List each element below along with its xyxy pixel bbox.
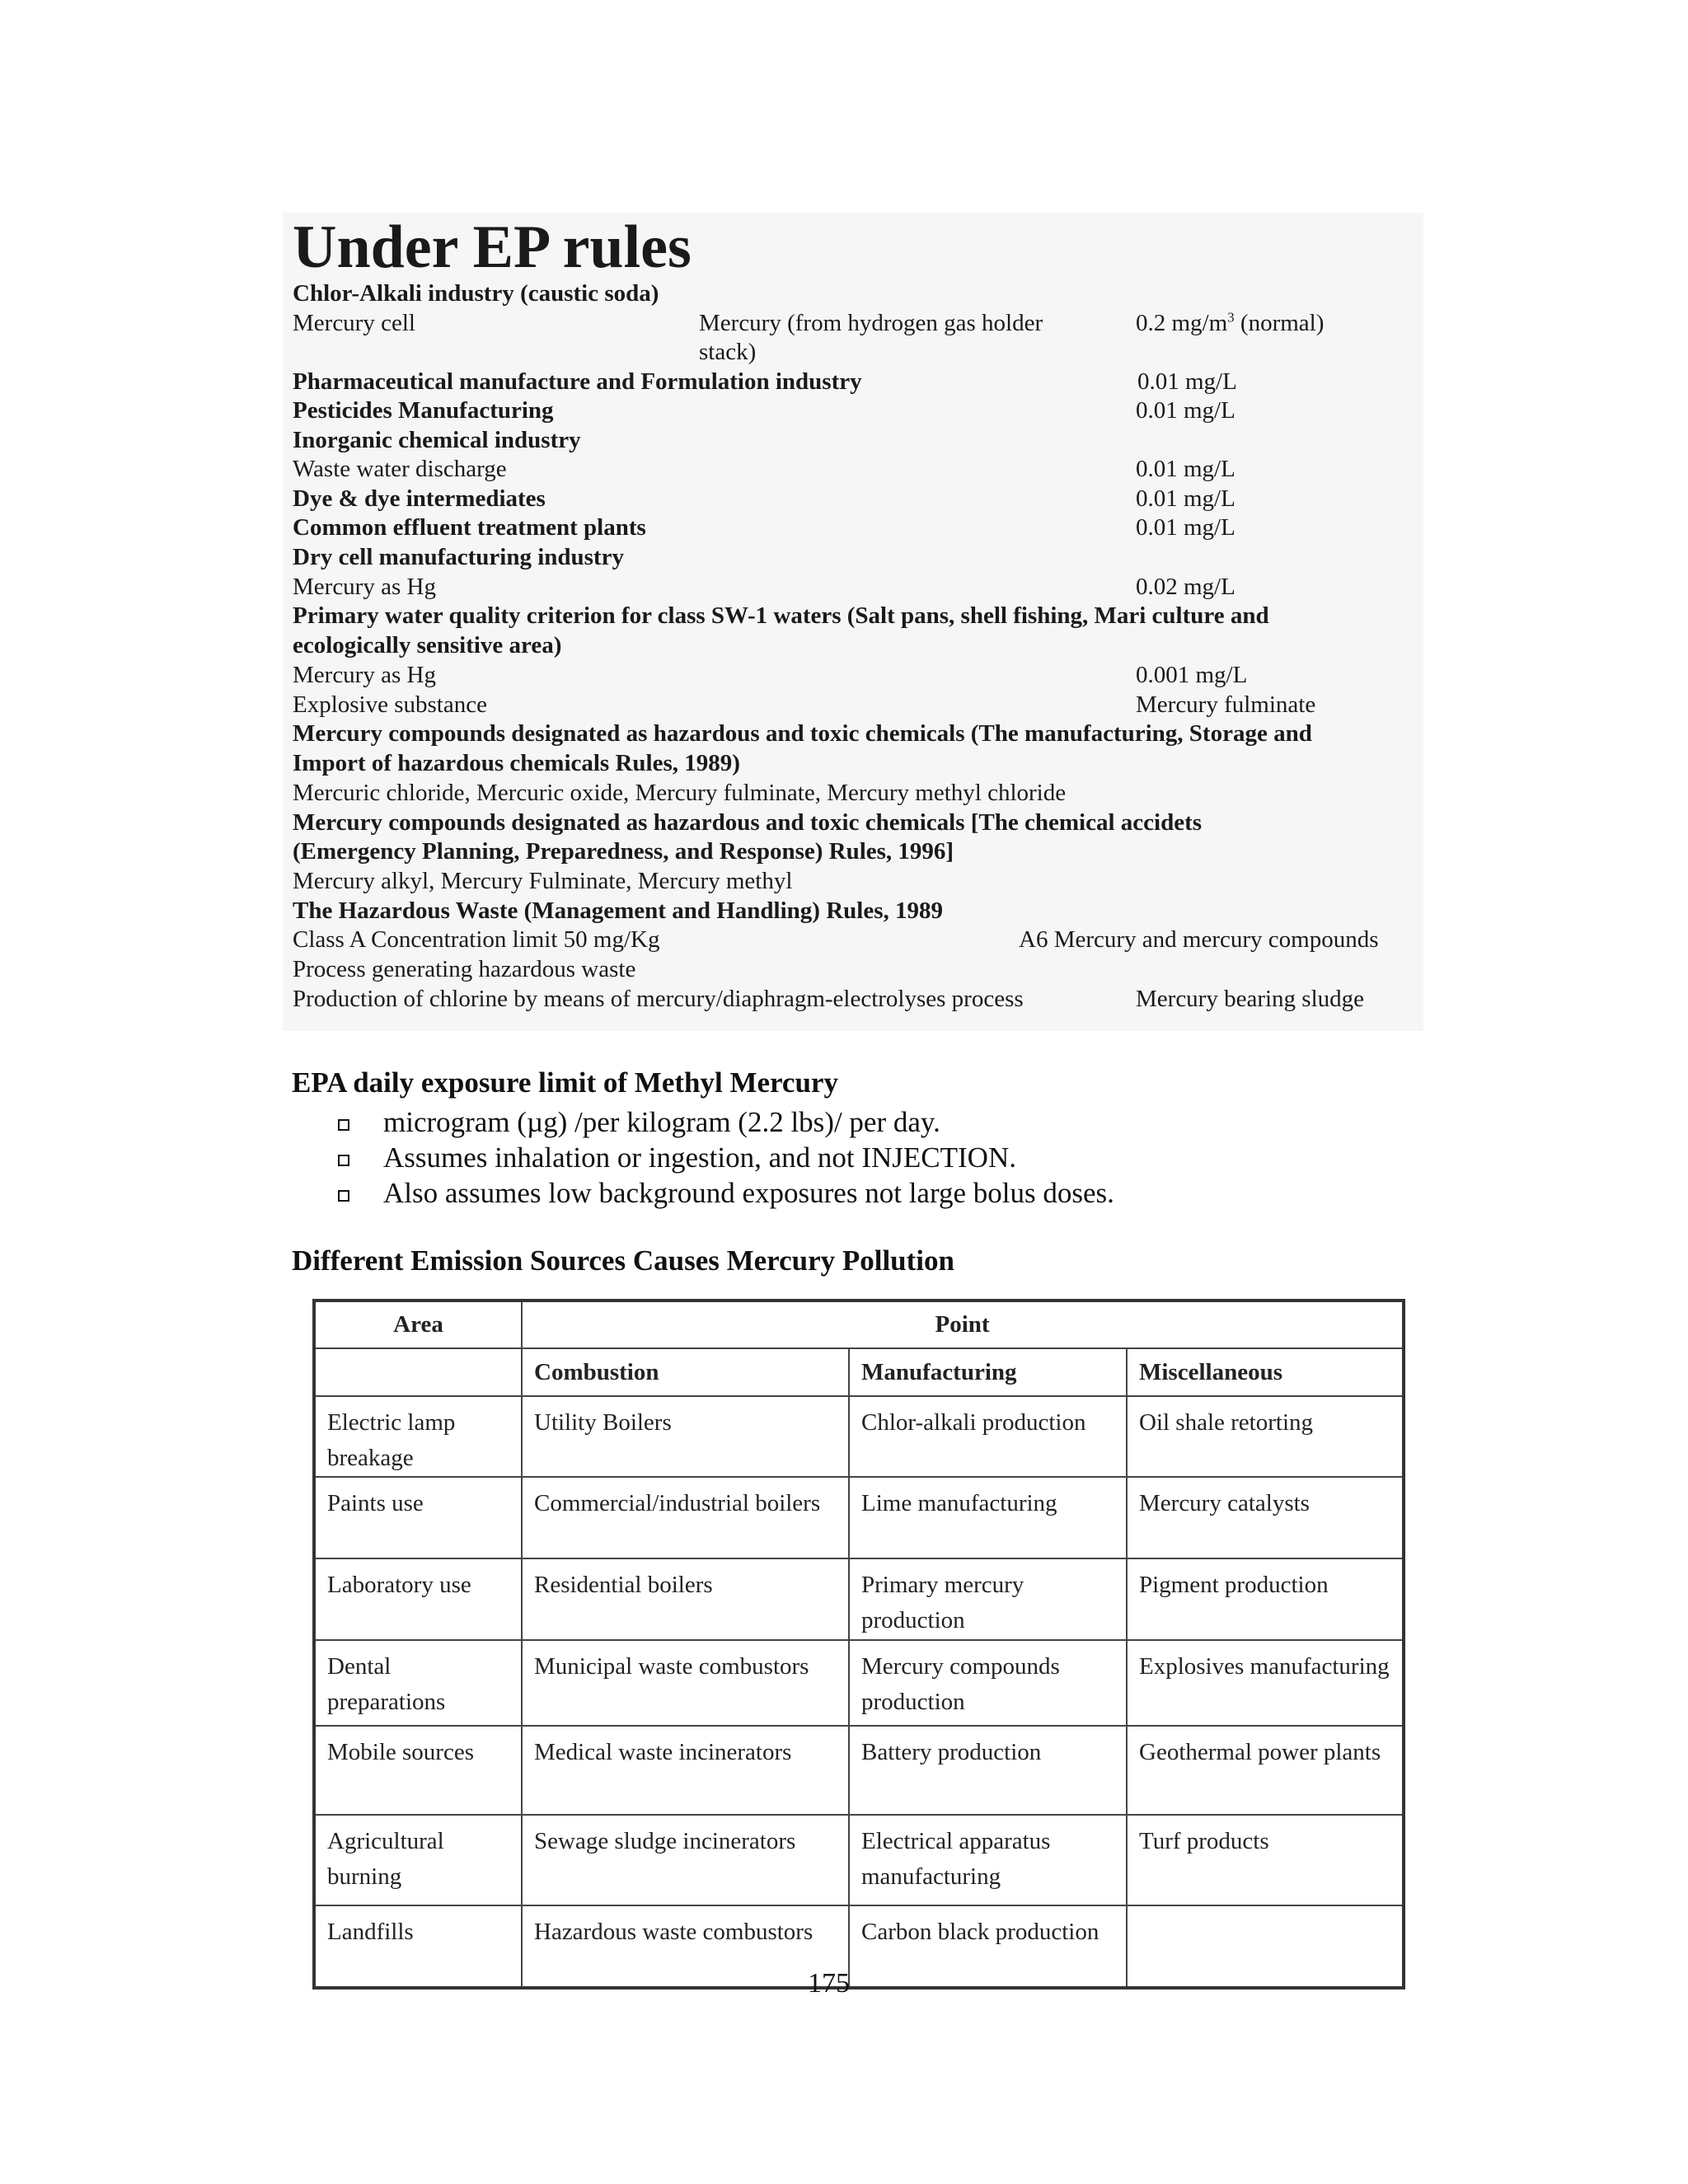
cell-area: Landfills [314,1905,522,1988]
mercury-source-line1: Mercury (from hydrogen gas holder [699,310,1043,336]
mercury-hg-limit-2: 0.001 mg/L [1136,662,1248,688]
ep-rules-box [283,213,1423,1031]
inorganic-heading: Inorganic chemical industry [293,427,581,453]
cell-miscellaneous [1127,1905,1404,1988]
process-label: Process generating hazardous waste [293,956,636,982]
compounds-1989-list: Mercuric chloride, Mercuric oxide, Mercury fulminate, Mercury methyl chloride [293,780,1067,806]
explosive-value: Mercury fulminate [1136,691,1316,718]
subheader-miscellaneous: Miscellaneous [1127,1348,1404,1396]
square-bullet-icon [338,1190,349,1202]
table-row [314,1396,1404,1477]
mercury-source-line2: stack) [699,339,757,365]
compounds-1996-list: Mercury alkyl, Mercury Fulminate, Mercury methyl [293,868,793,894]
pharma-limit: 0.01 mg/L [1137,368,1237,395]
cell-combustion: Hazardous waste combustors [522,1905,849,1988]
effluent-limit: 0.01 mg/L [1136,514,1236,541]
primary-water-heading-1: Primary water quality criterion for class SW-1 waters (Salt pans, shell fishing, Mari culture and [293,602,1269,629]
class-a-label: Class A Concentration limit 50 mg/Kg [293,926,660,953]
header-area: Area [314,1301,522,1348]
pesticides-heading: Pesticides Manufacturing [293,397,554,424]
emission-heading: Different Emission Sources Causes Mercury Pollution [292,1244,954,1277]
cell-area: Dental preparations [314,1640,522,1726]
square-bullet-icon [338,1119,349,1131]
cell-combustion: Medical waste incinerators [522,1726,849,1815]
mercury-hg-label-2: Mercury as Hg [293,662,436,688]
cell-miscellaneous: Turf products [1127,1815,1404,1905]
table-subheader-row [314,1348,1404,1396]
cell-combustion: Sewage sludge incinerators [522,1815,849,1905]
dry-cell-heading: Dry cell manufacturing industry [293,544,624,570]
mercury-cell-limit-superscript: 3 [1227,309,1235,326]
cell-miscellaneous: Explosives manufacturing [1127,1640,1404,1726]
epa-bullet [338,1104,1114,1140]
pharma-heading: Pharmaceutical manufacture and Formulation industry [293,368,862,395]
effluent-heading: Common effluent treatment plants [293,514,646,541]
table-header-row [314,1301,1404,1348]
cell-miscellaneous: Geothermal power plants [1127,1726,1404,1815]
table-row [314,1640,1404,1726]
pesticides-limit: 0.01 mg/L [1136,397,1236,424]
subheader-combustion: Combustion [522,1348,849,1396]
cell-manufacturing: Carbon black production [849,1905,1127,1988]
mercury-hg-limit-1: 0.02 mg/L [1136,574,1236,600]
cell-manufacturing: Primary mercury production [849,1558,1127,1640]
cell-miscellaneous: Oil shale retorting [1127,1396,1404,1477]
cell-manufacturing: Electrical apparatus manufacturing [849,1815,1127,1905]
epa-bullet-text: Assumes inhalation or ingestion, and not INJECTION. [383,1141,1016,1174]
page-number: 175 [808,1968,850,1999]
primary-water-heading-2: ecologically sensitive area) [293,632,562,658]
hazardous-waste-heading: The Hazardous Waste (Management and Handling) Rules, 1989 [293,898,943,924]
cell-combustion: Municipal waste combustors [522,1640,849,1726]
ep-rules-title: Under EP rules [293,213,692,281]
waste-water-label: Waste water discharge [293,456,507,482]
mercury-cell-limit-tail: (normal) [1234,310,1325,336]
waste-water-limit: 0.01 mg/L [1136,456,1236,482]
explosive-label: Explosive substance [293,691,487,718]
chlorine-process-value: Mercury bearing sludge [1136,986,1365,1012]
header-point: Point [522,1301,1404,1348]
chlor-alkali-heading: Chlor-Alkali industry (caustic soda) [293,280,659,307]
cell-area: Mobile sources [314,1726,522,1815]
square-bullet-icon [338,1155,349,1166]
cell-miscellaneous: Pigment production [1127,1558,1404,1640]
table-row [314,1477,1404,1558]
mercury-hg-label-1: Mercury as Hg [293,574,436,600]
compounds-1989-heading-1: Mercury compounds designated as hazardous and toxic chemicals (The manufacturing, Storage and [293,720,1312,747]
compounds-1996-heading-2: (Emergency Planning, Preparedness, and Response) Rules, 1996] [293,838,954,865]
cell-manufacturing: Chlor-alkali production [849,1396,1127,1477]
cell-area: Paints use [314,1477,522,1558]
mercury-cell-limit [1136,308,1324,338]
table-row [314,1558,1404,1640]
cell-manufacturing: Mercury compounds production [849,1640,1127,1726]
epa-heading: EPA daily exposure limit of Methyl Mercury [292,1066,838,1099]
cell-combustion: Commercial/industrial boilers [522,1477,849,1558]
compounds-1996-heading-1: Mercury compounds designated as hazardous and toxic chemicals [The chemical accidets [293,809,1203,836]
cell-area: Electric lamp breakage [314,1396,522,1477]
epa-bullet-text: microgram (µg) /per kilogram (2.2 lbs)/ per day. [383,1106,940,1138]
class-a-value: A6 Mercury and mercury compounds [1019,926,1379,953]
cell-combustion: Residential boilers [522,1558,849,1640]
mercury-cell-limit-value: 0.2 mg/m [1136,310,1228,336]
cell-area: Laboratory use [314,1558,522,1640]
epa-bullet-list [338,1104,1114,1211]
dye-heading: Dye & dye intermediates [293,485,546,512]
epa-bullet-text: Also assumes low background exposures not large bolus doses. [383,1177,1114,1209]
cell-combustion: Utility Boilers [522,1396,849,1477]
cell-manufacturing: Lime manufacturing [849,1477,1127,1558]
epa-bullet [338,1175,1114,1211]
epa-bullet [338,1140,1114,1175]
mercury-cell-label: Mercury cell [293,310,415,336]
table-row [314,1905,1404,1988]
cell-miscellaneous: Mercury catalysts [1127,1477,1404,1558]
table-row [314,1726,1404,1815]
chlorine-process-label: Production of chlorine by means of mercury/diaphragm-electrolyses process [293,986,1024,1012]
compounds-1989-heading-2: Import of hazardous chemicals Rules, 1989) [293,750,740,776]
dye-limit: 0.01 mg/L [1136,485,1236,512]
cell-area: Agricultural burning [314,1815,522,1905]
emission-sources-table [312,1299,1405,1990]
subheader-manufacturing: Manufacturing [849,1348,1127,1396]
cell-manufacturing: Battery production [849,1726,1127,1815]
table-row [314,1815,1404,1905]
subheader-empty [314,1348,522,1396]
